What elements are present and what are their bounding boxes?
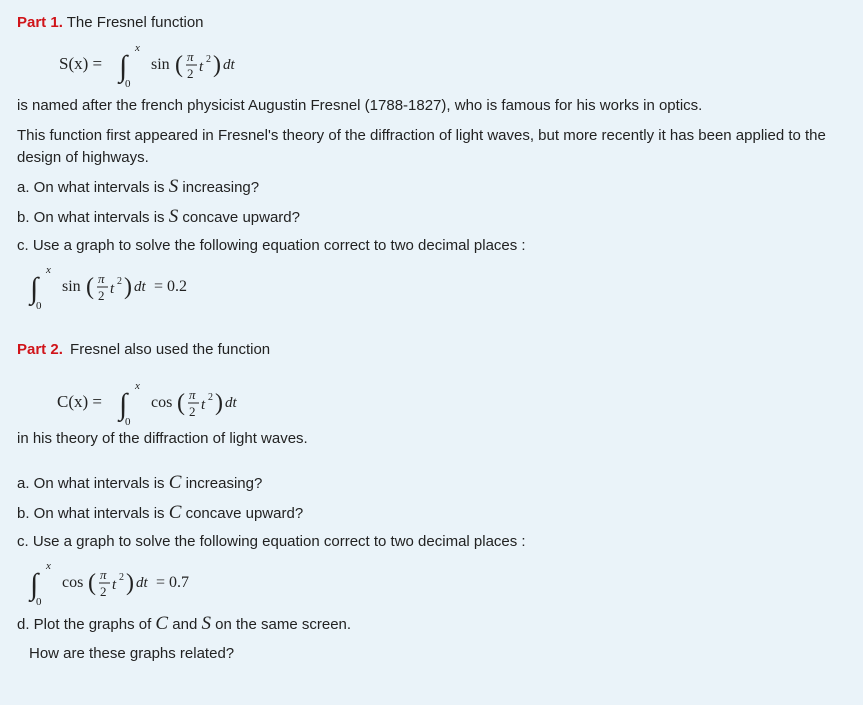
part2-question-a <box>17 472 262 495</box>
lower-limit: 0 <box>125 78 131 90</box>
right-paren: ) <box>126 570 134 596</box>
left-paren: ( <box>88 570 96 596</box>
t-var: t <box>110 281 115 297</box>
exponent-2: 2 <box>208 392 213 403</box>
qa-prefix: a. On what intervals is <box>17 475 169 492</box>
two-denominator: 2 <box>100 584 107 599</box>
qb-prefix: b. On what intervals is <box>17 209 169 226</box>
part1-equation <box>28 262 268 314</box>
formula-lhs: S(x) = <box>59 54 103 73</box>
theory-text: in his theory of the diffraction of light waves. <box>17 430 308 447</box>
t-var: t <box>199 59 204 75</box>
qa-var: C <box>168 472 182 493</box>
equation-rhs: = 0.2 <box>154 278 188 295</box>
qd-var1: C <box>155 613 169 634</box>
part2-question-d2: How are these graphs related? <box>29 645 235 662</box>
integral-sign: ∫ <box>30 272 39 305</box>
exponent-2: 2 <box>117 276 122 287</box>
part1-question-a <box>17 176 259 199</box>
fresnel-c-formula <box>55 378 275 430</box>
qa-prefix: a. On what intervals is <box>17 179 169 196</box>
t-var: t <box>201 397 206 413</box>
part2-equation <box>28 558 268 610</box>
part1-heading <box>17 12 204 34</box>
left-paren: ( <box>86 274 94 300</box>
upper-limit: x <box>135 42 140 54</box>
cos-func: cos <box>62 574 84 591</box>
dt: dt <box>225 395 237 411</box>
two-denominator: 2 <box>189 404 196 419</box>
qb-prefix: b. On what intervals is <box>17 505 169 522</box>
qd-suffix: on the same screen. <box>210 616 352 633</box>
dt: dt <box>223 57 235 73</box>
integral-sign: ∫ <box>30 568 39 601</box>
qd-prefix: d. Plot the graphs of <box>17 616 156 633</box>
dt: dt <box>134 279 146 295</box>
part2-question-b <box>17 502 303 525</box>
left-paren: ( <box>175 52 183 78</box>
qb-suffix: concave upward? <box>181 505 304 522</box>
part2-heading <box>17 339 270 361</box>
pi-numerator: π <box>98 271 105 286</box>
part1-label: Part 1. <box>17 14 63 31</box>
two-denominator: 2 <box>187 66 194 81</box>
part2-label: Part 2. <box>17 341 63 358</box>
exponent-2: 2 <box>119 572 124 583</box>
part1-question-b <box>17 206 300 229</box>
integral-sign: ∫ <box>119 50 128 83</box>
fresnel-s-formula <box>55 40 275 92</box>
pi-numerator: π <box>100 567 107 582</box>
part2-title: Fresnel also used the function <box>70 341 271 358</box>
qb-suffix: concave upward? <box>178 209 300 226</box>
qa-var: S <box>168 176 179 197</box>
right-paren: ) <box>124 274 132 300</box>
qa-suffix: increasing? <box>178 179 260 196</box>
equation-rhs: = 0.7 <box>156 574 190 591</box>
qb-var: C <box>168 502 182 523</box>
qd-var2: S <box>201 613 211 634</box>
right-paren: ) <box>215 390 223 416</box>
upper-limit: x <box>46 264 51 276</box>
part2-question-c: c. Use a graph to solve the following equation correct to two decimal places : <box>17 533 526 550</box>
named-text: is named after the french physicist Augustin Fresnel (1788-1827), who is famous for his works in optics. <box>17 97 703 114</box>
upper-limit: x <box>135 380 140 392</box>
integral-sign: ∫ <box>119 388 128 421</box>
history-text: This function first appeared in Fresnel's theory of the diffraction of light waves, but more recently it has been applied to the design of highways. <box>17 127 826 166</box>
sin-func: sin <box>62 278 81 295</box>
lower-limit: 0 <box>36 596 42 608</box>
formula-lhs: C(x) = <box>57 392 102 411</box>
left-paren: ( <box>177 390 185 416</box>
sin-func: sin <box>151 56 170 73</box>
cos-func: cos <box>151 394 173 411</box>
upper-limit: x <box>46 560 51 572</box>
qd-mid: and <box>168 616 202 633</box>
two-denominator: 2 <box>98 288 105 303</box>
lower-limit: 0 <box>36 300 42 312</box>
lower-limit: 0 <box>125 416 131 428</box>
pi-numerator: π <box>187 49 194 64</box>
part1-question-c: c. Use a graph to solve the following equation correct to two decimal places : <box>17 237 526 254</box>
right-paren: ) <box>213 52 221 78</box>
t-var: t <box>112 577 117 593</box>
qa-suffix: increasing? <box>181 475 263 492</box>
qb-var: S <box>168 206 179 227</box>
part2-question-d <box>17 613 351 636</box>
exponent-2: 2 <box>206 54 211 65</box>
pi-numerator: π <box>189 387 196 402</box>
part1-title: The Fresnel function <box>66 14 204 31</box>
dt: dt <box>136 575 148 591</box>
